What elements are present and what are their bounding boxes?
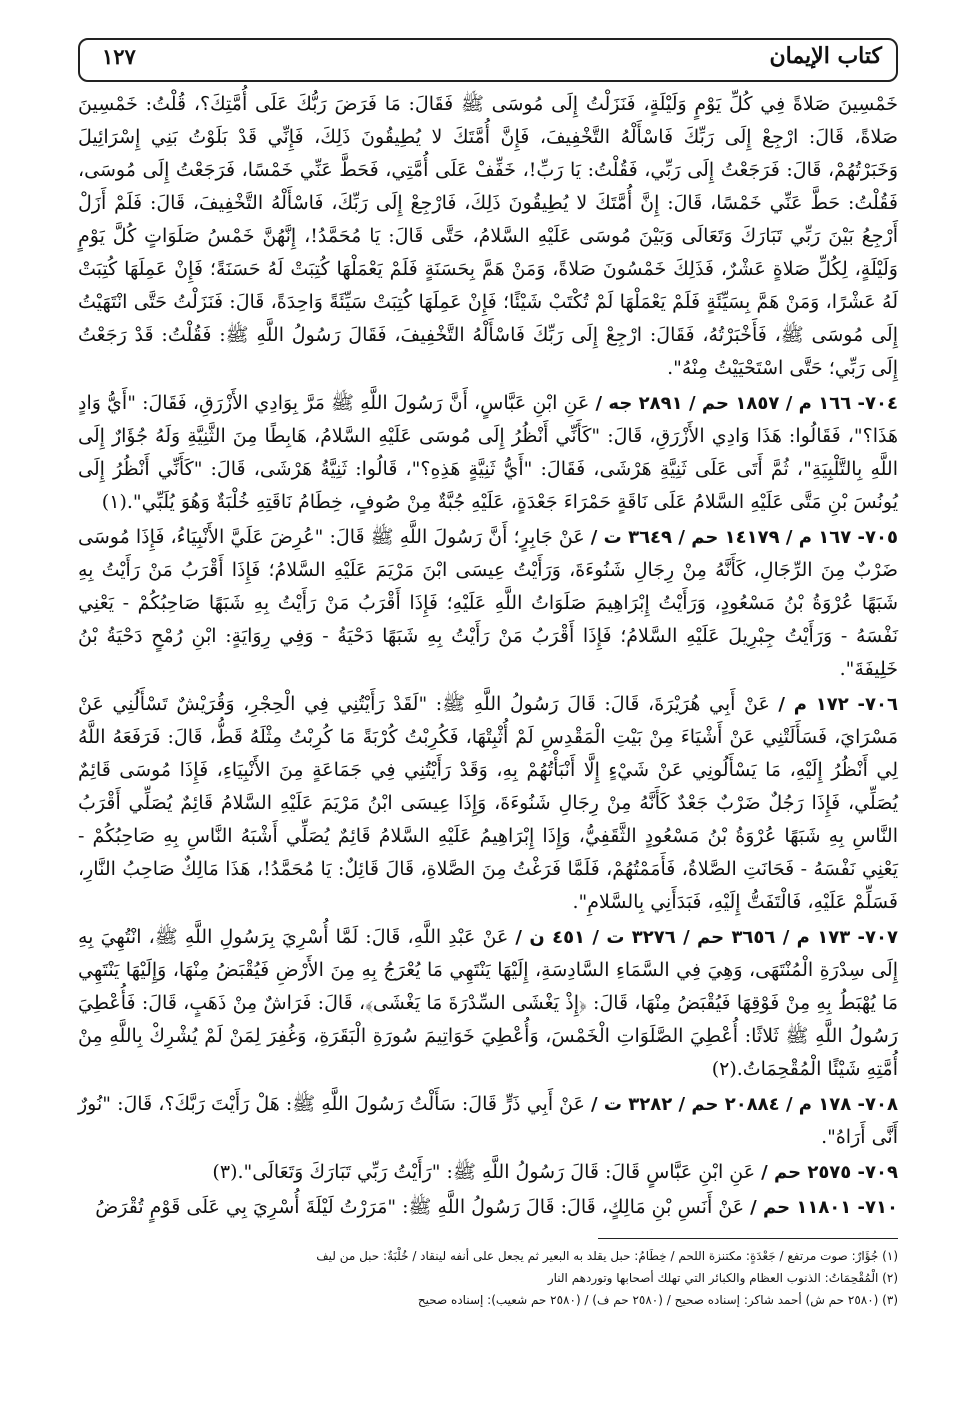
page-header [78, 38, 898, 82]
paragraph-text: عَنْ أَبِي ذَرٍّ قَالَ: سَأَلْتُ رَسُولَ اللَّهِ ﷺ: هَلْ رَأَيْتَ رَبَّكَ؟، قَالَ: "نُورٌ أَنَّى أَرَاهُ". [78, 1093, 898, 1148]
hadith-705 [78, 521, 898, 686]
paragraph-text: عَنْ عَبْدِ اللَّهِ، قَالَ: لَمَّا أُسْرِيَ بِرَسُولِ اللَّهِ ﷺ، انْتُهِيَ بِهِ إِلَى سِدْرَةِ الْمُنْتَهَى، وَهِيَ فِي السَّمَاءِ السَّادِسَةِ، إِلَيْهَا يَنْتَهِي مَا يُعْرَجُ بِهِ مِنَ الأَرْضِ فَيُقْبَضُ مِنْهَا، وَإِلَيْهَا يَنْتَهِي مَا يُهْبَطُ بِهِ مِنْ فَوْقِهَا فَيُقْبَضُ مِنْهَا، قَالَ: ﴿إِذْ يَغْشَى السِّدْرَةَ مَا يَغْشَى﴾، قَالَ: فَرَاشٌ مِنْ ذَهَبٍ، قَالَ: فَأُعْطِيَ رَسُولُ اللَّهِ ﷺ ثَلاثًا: أُعْطِيَ الصَّلَوَاتِ الْخَمْسَ، وَأُعْطِيَ خَوَاتِيمَ سُورَةِ الْبَقَرَةِ، وَغُفِرَ لِمَنْ لَمْ يُشْرِكْ بِاللَّهِ مِنْ أُمَّتِهِ شَيْئًا الْمُقْحِمَاتُ.(٢) [78, 926, 898, 1080]
hadith-710 [78, 1191, 898, 1224]
hadith-number: ٧٠٨- ١٧٨ م / ٢٠٨٨٤ حم / ٣٢٨٢ ت / [591, 1094, 898, 1115]
hadith-number: ٧٠٦- ١٧٢ م / [778, 694, 898, 715]
hadith-text [78, 88, 898, 1224]
hadith-number: ٧٠٥- ١٦٧ م / ١٤١٧٩ حم / ٣٦٤٩ ت / [590, 527, 899, 548]
continuation-paragraph [78, 88, 898, 385]
hadith-708 [78, 1088, 898, 1154]
page-number: ١٢٧ [102, 44, 136, 69]
book-page [78, 38, 898, 1388]
hadith-number: ٧١٠- ١١٨٠١ حم / [750, 1197, 898, 1218]
paragraph-text: خَمْسِينَ صَلاةً فِي كُلِّ يَوْمٍ وَلَيْلَةٍ، فَنَزَلْتُ إِلَى مُوسَى ﷺ فَقَالَ: مَا فَرَضَ رَبُّكَ عَلَى أُمَّتِكَ؟، قُلْتُ: خَمْسِينَ صَلاةً، قَالَ: ارْجِعْ إِلَى رَبِّكَ فَاسْأَلْهُ التَّخْفِيفَ، فَإِنَّ أُمَّتَكَ لا يُطِيقُونَ ذَلِكَ، فَإِنِّي قَدْ بَلَوْتُ بَنِي إِسْرَائِيلَ وَخَبَرْتُهُمْ، قَالَ: فَرَجَعْتُ إِلَى رَبِّي، فَقُلْتُ: يَا رَبِّ!، خَفِّفْ عَلَى أُمَّتِي، فَحَطَّ عَنِّي خَمْسًا، فَرَجَعْتُ إِلَى مُوسَى، فَقُلْتُ: حَطَّ عَنِّي خَمْسًا، قَالَ: إِنَّ أُمَّتَكَ لا يُطِيقُونَ ذَلِكَ، فَارْجِعْ إِلَى رَبِّكَ، فَاسْأَلْهُ التَّخْفِيفَ، قَالَ: فَلَمْ أَزَلْ أَرْجِعُ بَيْنَ رَبِّي تَبَارَكَ وَتَعَالَى وَبَيْنَ مُوسَى عَلَيْهِ السَّلامُ، حَتَّى قَالَ: يَا مُحَمَّدُ!، إِنَّهُنَّ خَمْسُ صَلَوَاتٍ كُلَّ يَوْمٍ وَلَيْلَةٍ، لِكُلِّ صَلاةٍ عَشْرٌ، فَذَلِكَ خَمْسُونَ صَلاةً، وَمَنْ هَمَّ بِحَسَنَةٍ فَلَمْ يَعْمَلْهَا كُتِبَتْ لَهُ حَسَنَةً؛ فَإِنْ عَمِلَهَا كُتِبَتْ لَهُ عَشْرًا، وَمَنْ هَمَّ بِسَيِّئَةٍ فَلَمْ يَعْمَلْهَا لَمْ تُكْتَبْ شَيْئًا؛ فَإِنْ عَمِلَهَا كُتِبَتْ سَيِّئَةً وَاحِدَةً، قَالَ: فَنَزَلْتُ حَتَّى انْتَهَيْتُ إِلَى مُوسَى ﷺ، فَأَخْبَرْتُهُ، فَقَالَ: ارْجِعْ إِلَى رَبِّكَ فَاسْأَلْهُ التَّخْفِيفَ، فَقَالَ رَسُولُ اللَّهِ ﷺ: فَقُلْتُ: قَدْ رَجَعْتُ إِلَى رَبِّي؛ حَتَّى اسْتَحْيَيْتُ مِنْهُ". [78, 93, 898, 379]
hadith-706 [78, 688, 898, 919]
footnote-2: (٢) الْمُقْحِمَاتُ: الذنوب العظام والكبائر التي تهلك أصحابها وتوردهم النار [547, 1271, 898, 1285]
hadith-number: ٧٠٤- ١٦٦ م / ١٨٥٧ حم / ٢٨٩١ جه / [595, 393, 898, 414]
footnotes [78, 1245, 898, 1311]
paragraph-text: عَنِ ابْنِ عَبَّاسٍ قَالَ: قَالَ رَسُولُ اللَّهِ ﷺ: "رَأَيْتُ رَبِّي تَبَارَكَ وَتَعَالَى".(٣) [212, 1161, 756, 1183]
chapter-title: كتاب الإيمان [769, 43, 882, 69]
hadith-number: ٧٠٧- ١٧٣ م / ٣٦٥٦ حم / ٣٢٧٦ ت / ٤٥١ ن / [515, 927, 898, 948]
footnote-1: (١) جُؤَارٌ: صوت مرتفع / جَعْدَةٍ: مكتنزة اللحم / خِطَامُ: حبل يقلد به البعير ثم يجعل على أنفه لينقاد / خُلْبَةٌ: حبل من ليف [316, 1249, 898, 1263]
paragraph-text: عَنْ أَنَسِ بْنِ مَالِكٍ، قَالَ: قَالَ رَسُولُ اللَّهِ ﷺ: "مَرَرْتُ لَيْلَةَ أُسْرِيَ بِي عَلَى قَوْمٍ تُقْرَضُ [95, 1196, 745, 1218]
paragraph-text: عَنْ أَبِي هُرَيْرَةَ، قَالَ: قَالَ رَسُولُ اللَّهِ ﷺ: "لَقَدْ رَأَيْتُنِي فِي الْحِجْرِ، وَقُرَيْشٌ تَسْأَلُنِي عَنْ مَسْرَايَ، فَسَأَلَتْنِي عَنْ أَشْيَاءَ مِنْ بَيْتِ الْمَقْدِسِ لَمْ أُثْبِتْهَا، فَكُرِبْتُ كُرْبَةً مَا كُرِبْتُ مِثْلَهُ قَطُّ، قَالَ: فَرَفَعَهُ اللَّهُ لِي أَنْظُرُ إِلَيْهِ، مَا يَسْأَلُونِي عَنْ شَيْءٍ إِلَّا أَنْبَأْتُهُمْ بِهِ، وَقَدْ رَأَيْتُنِي فِي جَمَاعَةٍ مِنَ الأَنْبِيَاءِ، فَإِذَا مُوسَى قَائِمٌ يُصَلِّي، فَإِذَا رَجُلٌ ضَرْبٌ جَعْدٌ كَأَنَّهُ مِنْ رِجَالِ شَنُوءَةَ، وَإِذَا عِيسَى ابْنُ مَرْيَمَ عَلَيْهِ السَّلامُ قَائِمٌ يُصَلِّي أَقْرَبُ النَّاسِ بِهِ شَبَهًا عُرْوَةُ بْنُ مَسْعُودٍ الثَّقَفِيُّ، وَإِذَا إِبْرَاهِيمُ عَلَيْهِ السَّلامُ قَائِمٌ يُصَلِّي أَشْبَهُ النَّاسِ بِهِ صَاحِبُكُمْ - يَعْنِي نَفْسَهُ - فَحَانَتِ الصَّلاةُ، فَأَمَمْتُهُمْ، فَلَمَّا فَرَغْتُ مِنَ الصَّلاةِ، قَالَ قَائِلٌ: يَا مُحَمَّدُ!، هَذَا مَالِكٌ صَاحِبُ النَّارِ، فَسَلِّمْ عَلَيْهِ، فَالْتَفَتُّ إِلَيْهِ، فَبَدَأَنِي بِالسَّلامِ". [78, 693, 898, 913]
footnote-divider [598, 1238, 898, 1239]
hadith-704 [78, 387, 898, 519]
footnote-3: (٣) (٢٥٨٠ حم ش) أحمد شاكر: إسناده صحيح / (٢٥٨٠ حم ف) / (٢٥٨٠ حم شعيب): إسناده صحيح [417, 1293, 898, 1307]
paragraph-text: عَنِ ابْنِ عَبَّاسٍ، أَنَّ رَسُولَ اللَّهِ ﷺ مَرَّ بِوَادِي الأَزْرَقِ، فَقَالَ: "أَيُّ وَادٍ هَذَا؟"، فَقَالُوا: هَذَا وَادِي الأَزْرَقِ، قَالَ: "كَأَنِّي أَنْظُرُ إِلَى مُوسَى عَلَيْهِ السَّلامُ، هَابِطًا مِنَ الثَّنِيَّةِ وَلَهُ جُؤَارٌ إِلَى اللَّهِ بِالتَّلْبِيَةِ"، ثُمَّ أَتَى عَلَى ثَنِيَّةِ هَرْشَى، فَقَالَ: "أَيُّ ثَنِيَّةٍ هَذِهِ؟"، قَالُوا: ثَنِيَّةُ هَرْشَى، قَالَ: "كَأَنِّي أَنْظُرُ إِلَى يُونُسَ بْنِ مَتَّى عَلَيْهِ السَّلامُ عَلَى نَاقَةٍ حَمْرَاءَ جَعْدَةٍ، عَلَيْهِ جُبَّةٌ مِنْ صُوفٍ، خِطَامُ نَاقَتِهِ خُلْبَةٌ وَهُوَ يُلَبِّي".(١) [78, 392, 898, 513]
hadith-707 [78, 921, 898, 1086]
hadith-number: ٧٠٩- ٢٥٧٥ حم / [761, 1162, 898, 1183]
hadith-709 [78, 1156, 898, 1189]
paragraph-text: عَنْ جَابِرٍ؛ أَنَّ رَسُولَ اللَّهِ ﷺ قَالَ: "عُرِضَ عَلَيَّ الأَنْبِيَاءُ، فَإِذَا مُوسَى ضَرْبٌ مِنَ الرِّجَالِ، كَأَنَّهُ مِنْ رِجَالِ شَنُوءَةَ، وَرَأَيْتُ عِيسَى ابْنَ مَرْيَمَ عَلَيْهِ السَّلامُ؛ فَإِذَا أَقْرَبُ مَنْ رَأَيْتُ بِهِ شَبَهًا عُرْوَةُ بْنُ مَسْعُودٍ، وَرَأَيْتُ إِبْرَاهِيمَ صَلَوَاتُ اللَّهِ عَلَيْهِ؛ فَإِذَا أَقْرَبُ مَنْ رَأَيْتُ بِهِ شَبَهًا صَاحِبُكُمْ - يَعْنِي نَفْسَهُ - وَرَأَيْتُ جِبْرِيلَ عَلَيْهِ السَّلامُ؛ فَإِذَا أَقْرَبُ مَنْ رَأَيْتُ بِهِ شَبَهًا دَحْيَةُ - وَفِي رِوَايَةٍ: ابْنِ رُمْحٍ دَحْيَةُ بْنُ خَلِيفَةَ". [78, 526, 898, 680]
